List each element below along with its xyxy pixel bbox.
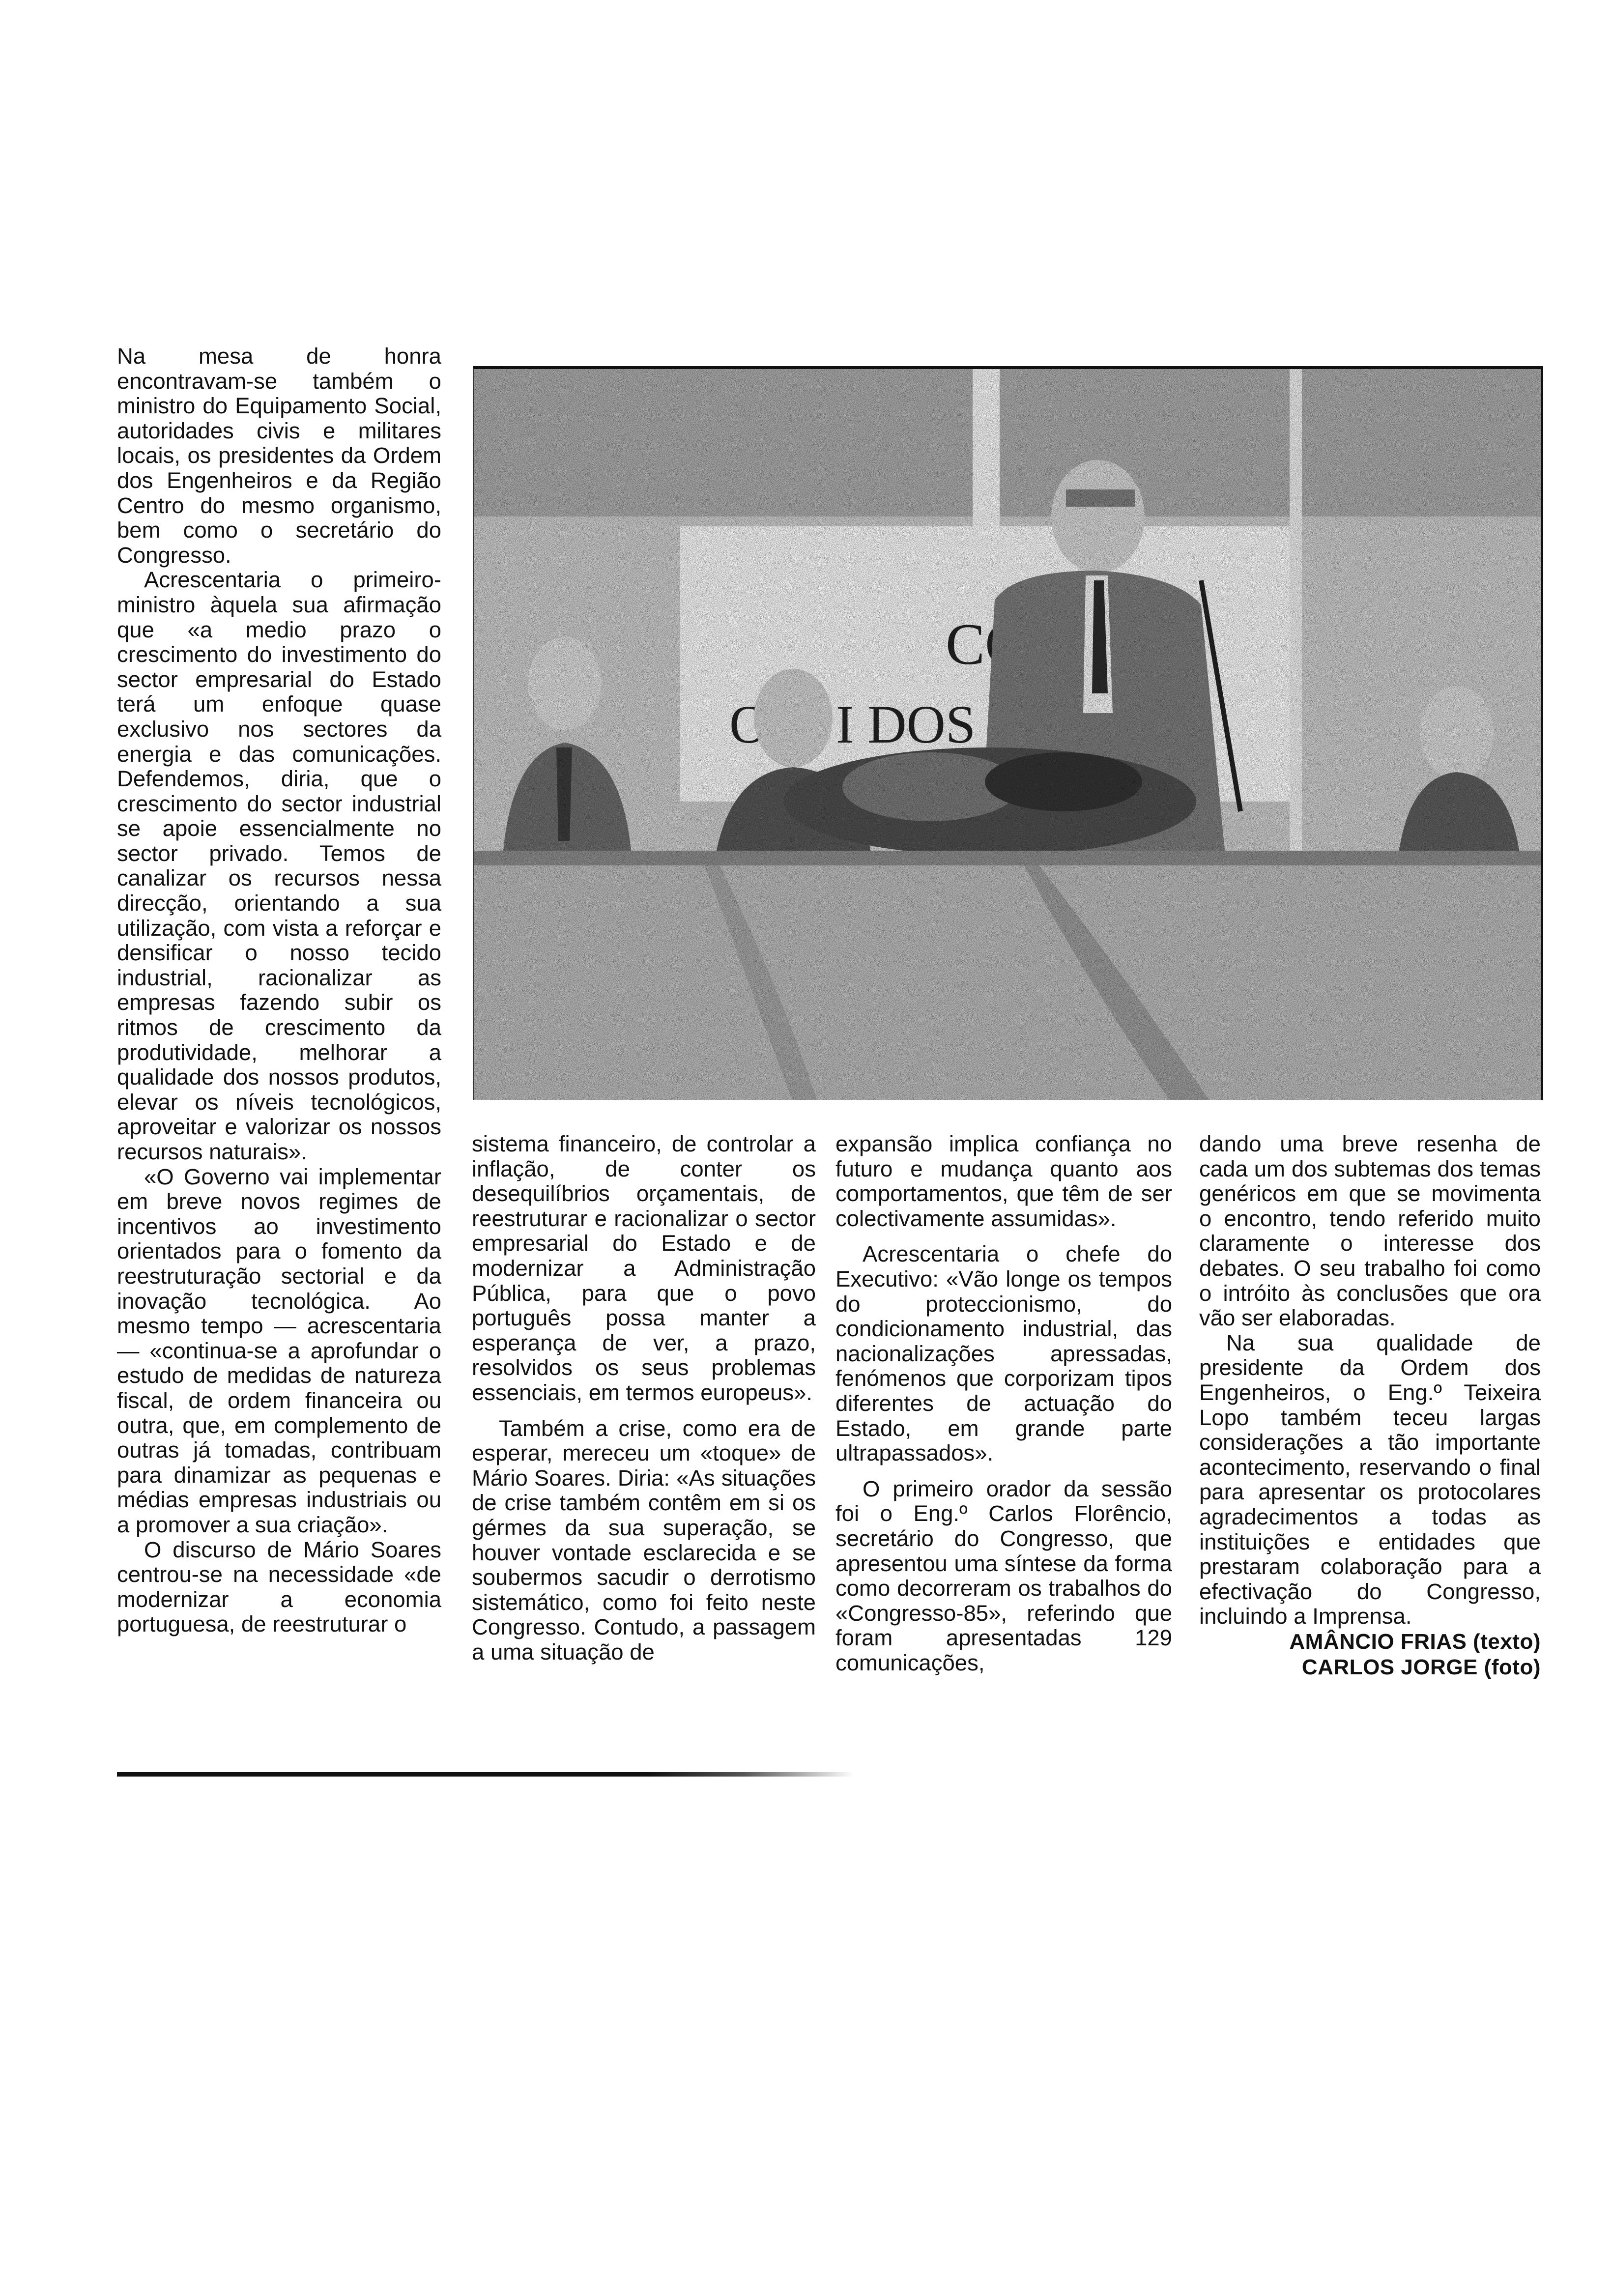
photo-credit: CARLOS JORGE (foto) — [1301, 1655, 1541, 1679]
paragraph: sistema financeiro, de controlar a inflação, de conter os desequilíbrios orçamentais, de reestruturar e racionalizar o sector empresarial do Estado e de modernizar a Administração Pública, para que o povo português possa manter a esperança de ver, a prazo, resolvidos os seus problemas essenciais, em termos europeus». — [472, 1131, 816, 1405]
bottom-rule — [117, 1772, 854, 1777]
paragraph: Na mesa de honra encontravam-se também o ministro do Equipamento Social, autoridades civis e militares locais, os presidentes da Ordem dos Engenheiros e da Região Centro do mesmo organismo, bem como o secretário do Congresso. — [117, 344, 441, 568]
article-column-4 — [1199, 1132, 1541, 1680]
paragraph: «O Governo vai implementar em breve novos regimes de incentivos ao investimento orientados para o fomento da reestruturação sectorial e da inovação tecnológica. Ao mesmo tempo — acrescentaria — «continua-se a aprofundar o estudo de medidas de natureza fiscal, de ordem financeira ou outra, que, em complemento de outras já tomadas, contribuam para dinamizar as pequenas e médias empresas industriais ou a promover a sua criação». — [117, 1164, 441, 1537]
article-column-3 — [835, 1132, 1172, 1675]
paragraph: Acrescentaria o primeiro-ministro àquela sua afirmação que «a medio prazo o crescimento do investimento do sector empresarial do Estado terá um enfoque quase exclusivo nos sectores da energia e das comunicações. Defendemos, diria, que o crescimento do sector industrial se apoie essencialmente no sector privado. Temos de canalizar os recursos nessa direcção, orientando a sua utilização, com vista a reforçar e densificar o nosso tecido industrial, racionalizar as empresas fazendo subir os ritmos de crescimento da produtividade, melhorar a qualidade dos nossos produtos, elevar os níveis tecnológicos, aproveitar e valorizar os nossos recursos naturais». — [117, 567, 441, 1164]
paragraph: dando uma breve resenha de cada um dos subtemas dos temas genéricos em que se movimenta o encontro, tendo referido muito claramente o interesse dos debates. O seu trabalho foi como o intróito às conclusões que ora vão ser elaboradas. — [1199, 1131, 1541, 1331]
news-photo — [473, 366, 1543, 1100]
paragraph: expansão implica confiança no futuro e mudança quanto aos comportamentos, que têm de ser colectivamente assumidas». — [835, 1131, 1172, 1231]
paragraph: O primeiro orador da sessão foi o Eng.º Carlos Florêncio, secretário do Congresso, que apresentou uma síntese da forma como decorreram os trabalhos do «Congresso-85», referindo que foram apresentadas 129 comunicações, — [835, 1476, 1172, 1675]
paragraph: Acrescentaria o chefe do Executivo: «Vão longe os tempos do proteccionismo, do condicionamento industrial, das nacionalizações apressadas, fenómenos que corporizam tipos diferentes de actuação do Estado, em grande parte ultrapassados». — [835, 1241, 1172, 1466]
paragraph: Na sua qualidade de presidente da Ordem dos Engenheiros, o Eng.º Teixeira Lopo também teceu largas considerações a tão importante acontecimento, reservando o final para apresentar os protocolares agradecimentos a todas as instituições e entidades que prestaram colaboração para a efectivação do Congresso, incluindo a Imprensa. — [1199, 1330, 1541, 1629]
article-column-1 — [117, 344, 441, 1637]
paragraph: O discurso de Mário Soares centrou-se na necessidade «de modernizar a economia portuguesa, de reestruturar o — [117, 1537, 441, 1637]
article-column-2 — [472, 1132, 816, 1665]
paragraph: Também a crise, como era de esperar, mereceu um «toque» de Mário Soares. Diria: «As situações de crise também contêm em si os gérmes da sua superação, se houver vontade esclarecida e se soubermos sacudir o derrotismo sistemático, como foi feito neste Congresso. Contudo, a passagem a uma situação de — [472, 1415, 816, 1665]
author-credit: AMÂNCIO FRIAS (texto) — [1289, 1629, 1541, 1654]
